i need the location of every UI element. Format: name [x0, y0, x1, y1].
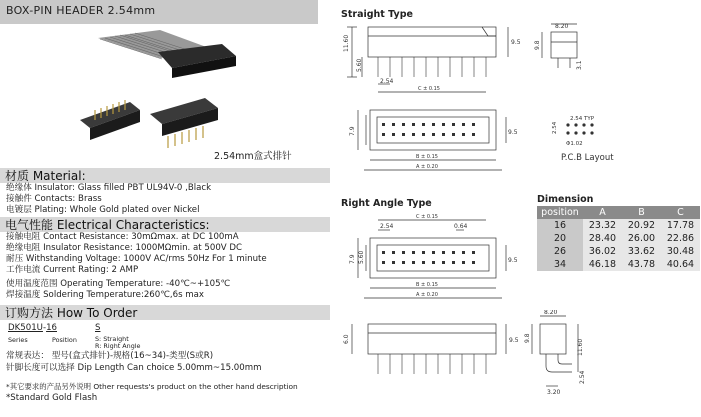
photo-caption: 2.54mm盒式排针: [214, 151, 292, 162]
pcb-hole: Φ1.02: [566, 141, 583, 147]
dim-t: 7.9: [349, 126, 356, 136]
table-cell: 26: [537, 245, 583, 258]
dimension-table: [537, 206, 700, 271]
column-header: C: [661, 206, 700, 219]
order-line: 针脚长度可以选择 Dip Length Can choice 5.00mm~15.00mm: [6, 363, 262, 373]
ra-dim-h3: 6.0: [343, 334, 350, 344]
table-cell: 28.40: [583, 232, 622, 245]
column-header: B: [622, 206, 661, 219]
dim-side-h: 9.8: [534, 40, 541, 50]
dim-w2: 9.5: [508, 129, 518, 136]
table-cell: 43.78: [622, 258, 661, 271]
right-angle-drawing: [330, 212, 530, 412]
material-heading: 材质 Material:: [5, 169, 86, 183]
ra-side4: 3.20: [547, 389, 561, 396]
ra-side-top: 8.20: [544, 310, 558, 316]
electrical-line: 接触电阻 Contact Resistance: 30mΩmax. at DC 100mA: [6, 232, 239, 242]
table-cell: 20.92: [622, 219, 661, 232]
material-line: 电镀层 Plating: Whole Gold plated over Nickel: [6, 205, 200, 215]
type-option: S: Straight: [95, 335, 129, 343]
standard-note: *Standard Gold Flash: [6, 393, 98, 403]
table-cell: 30.48: [661, 245, 700, 258]
dimension-title: Dimension: [537, 194, 594, 205]
table-cell: 36.02: [583, 245, 622, 258]
dim-a: A ± 0.20: [416, 164, 438, 170]
table-cell: 40.64: [661, 258, 700, 271]
series-code: DK501U: [8, 323, 43, 333]
dim-w: 9.5: [511, 39, 521, 46]
pcb-label: P.C.B Layout: [561, 153, 614, 163]
right-angle-title: Right Angle Type: [341, 198, 432, 209]
dim-side-t: 3.1: [576, 60, 583, 70]
type-code: S: [95, 323, 101, 333]
code-separator: -: [42, 323, 47, 333]
table-cell: 34: [537, 258, 583, 271]
ra-side3: 2.54: [579, 370, 586, 384]
table-cell: 33.62: [622, 245, 661, 258]
table-cell: 26.00: [622, 232, 661, 245]
ra-dim-q: 0.64: [454, 223, 468, 230]
table-row: [537, 245, 700, 258]
title-bar: [0, 0, 318, 24]
table-cell: 20: [537, 232, 583, 245]
table-cell: 17.78: [661, 219, 700, 232]
type-option: R: Right Angle: [95, 342, 141, 350]
page-title: BOX-PIN HEADER 2.54mm: [6, 4, 156, 17]
order-line: 常规表达： 型号(盒式排针)-规格(16~34)-类型(S或R): [6, 351, 214, 361]
electrical-line: 绝缘电阻 Insulator Resistance: 1000MΩmin. at 500V DC: [6, 243, 243, 253]
pcb-pitch: 2.54 TYP: [570, 116, 595, 122]
ra-dim-h2: 5.60: [358, 250, 365, 264]
order-heading: 订购方法 How To Order: [5, 306, 138, 320]
table-cell: 46.18: [583, 258, 622, 271]
product-photo: [0, 24, 318, 168]
right-angle-side-drawing: [520, 310, 620, 410]
electrical-line: 使用温度范围 Operating Temperature: -40℃~+105℃: [6, 279, 231, 289]
dim-h1: 11.60: [343, 34, 350, 52]
table-cell: 16: [537, 219, 583, 232]
electrical-line: 工作电流 Current Rating: 2 AMP: [6, 265, 139, 275]
table-row: [537, 258, 700, 271]
electrical-line: 耐压 Withstanding Voltage: 1000V AC/rms 50Hz For 1 minute: [6, 254, 267, 264]
electrical-line: 焊接温度 Soldering Temperature:260℃,6s max: [6, 290, 205, 300]
material-line: 接触件 Contacts: Brass: [6, 194, 102, 204]
pcb-v: 2.54: [552, 121, 558, 134]
dim-b: B ± 0.15: [416, 154, 438, 160]
order-note: *其它要求的产品另外说明 Other requests's product on the other hand description: [6, 382, 298, 391]
table-cell: 23.32: [583, 219, 622, 232]
ra-dim-a: A ± 0.20: [416, 292, 438, 298]
table-header-row: [537, 206, 700, 219]
dim-c: C ± 0.15: [418, 86, 440, 92]
material-line: 绝缘体 Insulator: Glass filled PBT UL94V-0 ,Black: [6, 183, 212, 193]
ra-side2: 11.60: [577, 338, 584, 356]
order-code: [8, 323, 57, 333]
ra-side-h: 9.8: [524, 333, 531, 343]
dim-p: 2.54: [380, 78, 394, 85]
dim-h2: 5.60: [356, 58, 363, 72]
straight-drawing: [330, 22, 701, 200]
table-row: [537, 219, 700, 232]
ra-dim-w: 9.5: [508, 257, 518, 264]
position-code: 16: [46, 323, 57, 333]
ra-dim-b: B ± 0.15: [416, 282, 438, 288]
table-row: [537, 232, 700, 245]
position-label: Position: [52, 336, 77, 344]
dim-top: 8.20: [555, 23, 569, 30]
column-header: position: [537, 206, 583, 219]
ra-dim-h1: 7.9: [349, 254, 356, 264]
ra-dim-c: C ± 0.15: [416, 214, 438, 220]
column-header: A: [583, 206, 622, 219]
table-cell: 22.86: [661, 232, 700, 245]
ra-dim-w2: 9.5: [509, 337, 519, 344]
product-image: [0, 24, 318, 168]
series-label: Series: [8, 336, 28, 344]
ra-dim-p: 2.54: [380, 223, 394, 230]
electrical-heading: 电气性能 Electrical Characteristics:: [5, 218, 210, 232]
straight-title: Straight Type: [341, 9, 413, 20]
